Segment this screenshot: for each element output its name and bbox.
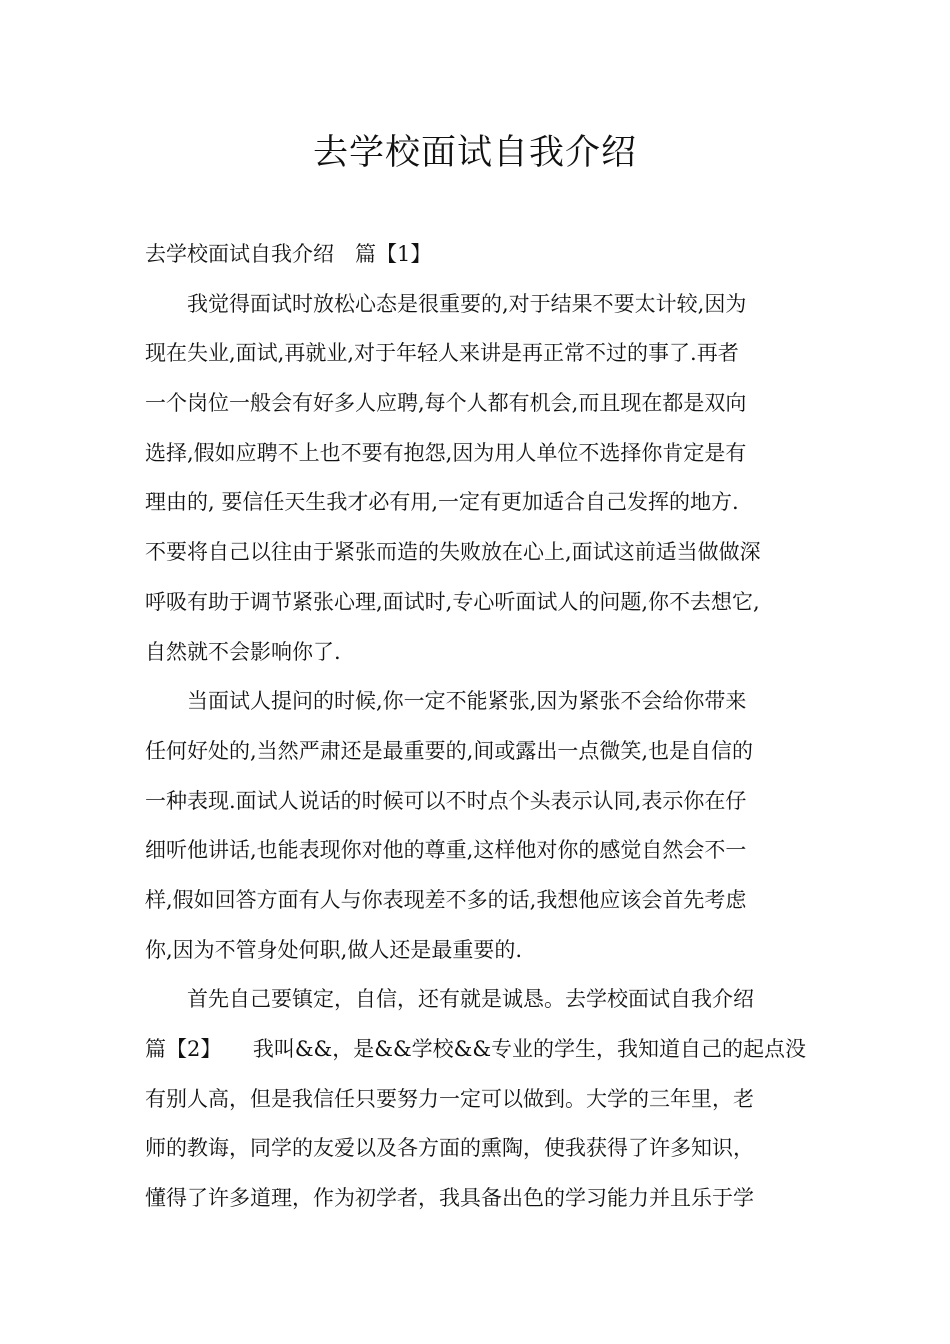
paragraph-line: 当面试人提问的时候,你一定不能紧张,因为紧张不会给你带来 bbox=[187, 689, 747, 714]
section-heading-2-line: 篇【2】 我叫&&，是&&学校&&专业的学生，我知道自己的起点没 bbox=[145, 1037, 807, 1061]
section-heading-1: 去学校面试自我介绍 篇【1】 bbox=[145, 242, 432, 266]
paragraph-line: 现在失业,面试,再就业,对于年轻人来讲是再正常不过的事了.再者 bbox=[145, 341, 739, 366]
document-body bbox=[145, 230, 811, 1224]
paragraph-line: 首先自己要镇定，自信，还有就是诚恳。去学校面试自我介绍 bbox=[187, 987, 754, 1012]
paragraph-line: 自然就不会影响你了. bbox=[145, 639, 341, 664]
paragraph-line: 样,假如回答方面有人与你表现差不多的话,我想他应该会首先考虑 bbox=[145, 887, 747, 912]
paragraph-line: 我觉得面试时放松心态是很重要的,对于结果不要太计较,因为 bbox=[187, 291, 747, 316]
paragraph-line: 呼吸有助于调节紧张心理,面试时,专心听面试人的问题,你不去想它, bbox=[145, 589, 760, 614]
document-title: 去学校面试自我介绍 bbox=[312, 133, 637, 173]
paragraph-line: 理由的, 要信任天生我才必有用,一定有更加适合自己发挥的地方. bbox=[145, 490, 739, 515]
paragraph-line: 师的教诲，同学的友爱以及各方面的熏陶，使我获得了许多知识， bbox=[145, 1136, 754, 1161]
paragraph-line: 任何好处的,当然严肃还是最重要的,间或露出一点微笑,也是自信的 bbox=[145, 738, 754, 763]
paragraph-line: 一种表现.面试人说话的时候可以不时点个头表示认同,表示你在仔 bbox=[145, 788, 747, 813]
paragraph-line: 懂得了许多道理，作为初学者，我具备出色的学习能力并且乐于学 bbox=[145, 1186, 754, 1211]
paragraph-line: 不要将自己以往由于紧张而造的失败放在心上,面试这前适当做做深 bbox=[145, 540, 761, 565]
paragraph-line: 一个岗位一般会有好多人应聘,每个人都有机会,而且现在都是双向 bbox=[145, 391, 747, 416]
paragraph-line: 选择,假如应聘不上也不要有抱怨,因为用人单位不选择你肯定是有 bbox=[145, 440, 747, 465]
paragraph-line: 细听他讲话,也能表现你对他的尊重,这样他对你的感觉自然会不一 bbox=[145, 838, 747, 863]
paragraph-line: 有别人高，但是我信任只要努力一定可以做到。大学的三年里，老 bbox=[145, 1086, 754, 1111]
paragraph-line: 你,因为不管身处何职,做人还是最重要的. bbox=[145, 937, 523, 962]
